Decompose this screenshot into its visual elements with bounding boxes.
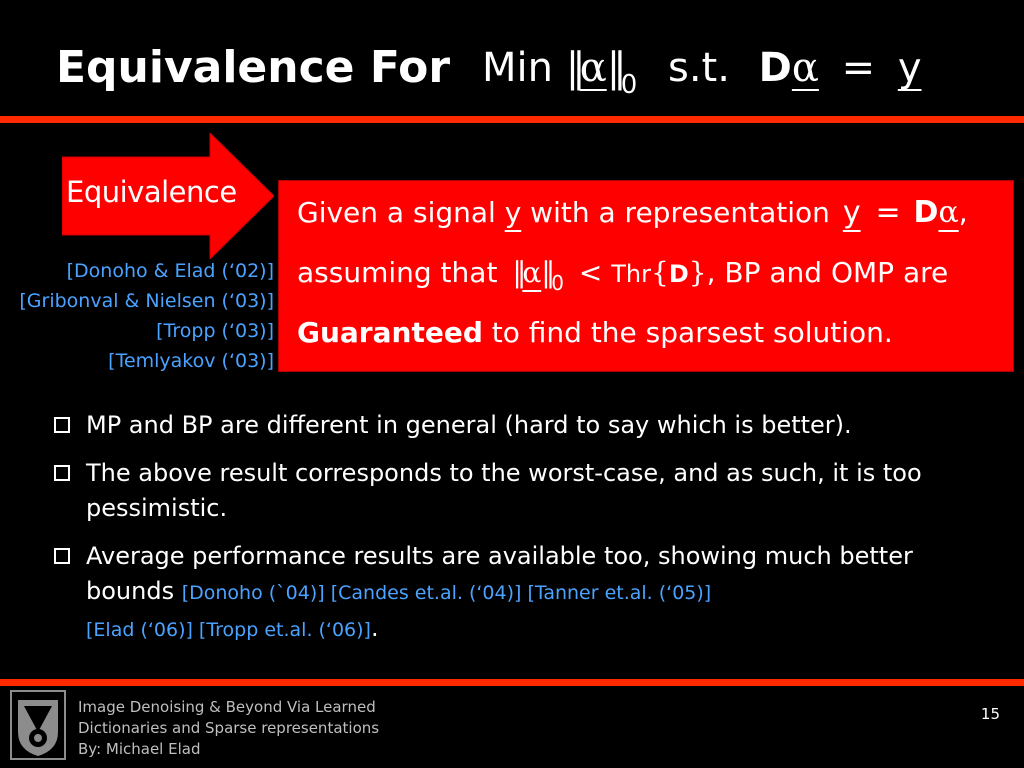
dictionary-d: D — [913, 195, 939, 230]
reference-list — [19, 256, 274, 376]
alpha-symbol: α — [522, 256, 542, 289]
checkbox-bullet-icon — [54, 417, 70, 433]
comma: , — [958, 196, 968, 229]
brace-close: } — [688, 256, 707, 289]
theorem-text: to find the sparsest solution. — [482, 316, 893, 349]
page-number: 15 — [980, 705, 1000, 723]
theorem-text: , BP and OMP are — [706, 256, 949, 289]
bullet-item — [54, 539, 954, 648]
title-formula — [482, 40, 922, 110]
arrow-label: Equivalence — [66, 175, 237, 209]
checkbox-bullet-icon — [54, 548, 70, 564]
norm-open: ‖ — [565, 45, 580, 91]
footer-line: Image Denoising & Beyond Via Learned — [78, 698, 376, 716]
subscript-zero: 0 — [620, 70, 638, 100]
bullet-item — [54, 408, 954, 443]
norm-open: ‖ — [512, 256, 523, 289]
equals-sign: = — [875, 195, 901, 230]
y-symbol: y — [897, 45, 922, 91]
bullet-item — [54, 456, 954, 526]
bullet-text: The above result corresponds to the worst-case, and as such, it is too pessimistic. — [86, 459, 922, 522]
theorem-text: assuming that — [297, 256, 507, 289]
citation: [Elad (‘06)] [Tropp et.al. (‘06)] — [86, 619, 371, 641]
guaranteed-text: Guaranteed — [297, 316, 483, 349]
footer-line: By: Michael Elad — [78, 740, 201, 758]
theorem-line-2 — [297, 253, 948, 295]
less-than-sign: < — [578, 256, 603, 289]
theorem-line-3 — [297, 313, 893, 353]
dictionary-d: D — [758, 45, 792, 91]
threshold-label: Thr — [611, 260, 652, 288]
st-label: s.t. — [667, 45, 730, 91]
equals-sign: = — [841, 45, 876, 91]
reference-item: [Donoho & Elad (‘02)] — [66, 260, 274, 282]
technion-logo-icon — [10, 690, 66, 760]
citation: [Donoho (`04)] [Candes et.al. (‘04)] [Tanner et.al. (‘05)] — [181, 582, 712, 604]
norm-close: ‖ — [606, 45, 621, 91]
brace-open: { — [651, 256, 669, 289]
theorem-line-1 — [297, 193, 968, 233]
footer-credits — [78, 697, 379, 760]
theorem-text: with a representation — [521, 196, 830, 229]
theorem-box — [278, 180, 1014, 372]
theorem-text: Given a signal — [297, 196, 505, 229]
bullet-text: MP and BP are different in general (hard to say which is better). — [86, 411, 852, 439]
footer-line: Dictionaries and Sparse representations — [78, 719, 380, 737]
bullet-list — [54, 408, 954, 661]
reference-item: [Gribonval & Nielsen (‘03)] — [19, 290, 274, 312]
min-label: Min — [482, 45, 553, 91]
reference-item: [Temlyakov (‘03)] — [108, 350, 274, 372]
norm-close: ‖ — [541, 256, 552, 289]
dictionary-d: D — [668, 260, 689, 288]
signal-y: y — [842, 195, 861, 230]
top-red-rule — [0, 116, 1024, 123]
alpha-symbol: α — [791, 45, 819, 91]
checkbox-bullet-icon — [54, 465, 70, 481]
alpha-symbol: α — [938, 195, 959, 230]
bullet-text: Average performance results are available too, showing much better bounds — [86, 542, 913, 605]
bullet-text: . — [370, 614, 379, 642]
reference-item: [Tropp (‘03)] — [156, 320, 274, 342]
subscript-zero: 0 — [551, 271, 564, 295]
bottom-red-rule — [0, 679, 1024, 686]
alpha-symbol: α — [579, 45, 607, 91]
signal-y: y — [504, 196, 522, 229]
slide-title: Equivalence For — [56, 42, 451, 93]
